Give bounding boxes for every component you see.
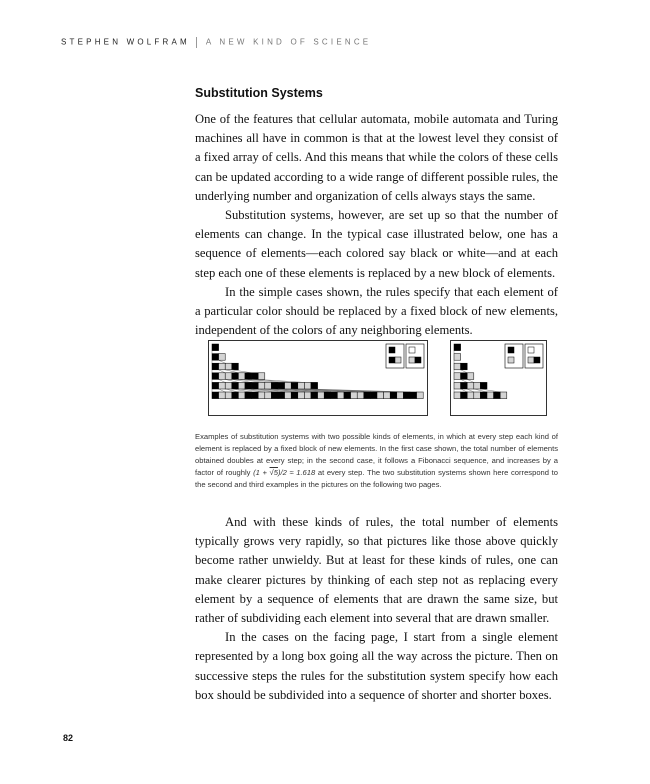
cell-white (351, 392, 358, 399)
caption-formula: (1 + √5)/2 ≈ 1.618 (253, 468, 316, 478)
cell-white (298, 392, 305, 399)
cell-white (454, 363, 461, 370)
cell-white (467, 373, 474, 380)
cell-white (474, 392, 481, 399)
cell-white (219, 363, 226, 370)
cell-white (225, 373, 232, 380)
cell-white (265, 382, 272, 389)
cell-white (219, 373, 226, 380)
cell-black (232, 363, 239, 370)
paragraph-3: In the simple cases shown, the rules specify that each element of a particular color should be replaced by a fixed block of new elements, independent of the colors of any neighboring elements. (195, 284, 558, 338)
cell-black (212, 373, 219, 380)
cell-black (461, 392, 468, 399)
cell-black (212, 382, 219, 389)
running-head-author: STEPHEN WOLFRAM (61, 37, 190, 47)
cell-white (298, 382, 305, 389)
paragraph-5: In the cases on the facing page, I start from a single element represented by a long box going all the way across the picture. Then on successive steps the rules for the substitution system specify how each box should be subdivided into a sequence of shorter and shorter boxes. (195, 630, 558, 702)
cell-black (245, 373, 252, 380)
paragraph-4: And with these kinds of rules, the total number of elements typically grows very rapidly, so that pictures like those above quickly become rather unwieldy. But at least for these kinds of rules, one can make clearer pictures by thinking of each step not as replacing every element by a sequence of elements that are drawn the same size, but rather of subdividing each element into several that are drawn smaller. (195, 515, 558, 626)
cell-white (304, 382, 311, 389)
cell-white (454, 392, 461, 399)
cell-white (474, 382, 481, 389)
cell-black (252, 373, 259, 380)
figure-caption (195, 431, 558, 491)
cell-black (245, 392, 252, 399)
cell-white (337, 392, 344, 399)
figure-doubling-substitution (208, 340, 428, 416)
cell-white (258, 382, 265, 389)
cell-white (219, 392, 226, 399)
cell-white (304, 392, 311, 399)
cell-white (258, 373, 265, 380)
cell-black (232, 392, 239, 399)
rule-output-cell (528, 357, 534, 363)
cell-white (467, 382, 474, 389)
rule-output-cell (415, 357, 421, 363)
cell-black (403, 392, 410, 399)
rule-source-cell (409, 347, 415, 353)
cell-black (331, 392, 338, 399)
running-head (61, 37, 371, 48)
cell-black (410, 392, 417, 399)
cell-white (397, 392, 404, 399)
cell-black (494, 392, 501, 399)
rule-source-cell (528, 347, 534, 353)
body-text-before-figure (195, 110, 558, 340)
cell-black (480, 382, 487, 389)
cell-black (324, 392, 331, 399)
cell-black (344, 392, 351, 399)
cell-black (252, 392, 259, 399)
page-number: 82 (63, 733, 74, 743)
cell-black (390, 392, 397, 399)
cell-black (364, 392, 371, 399)
cell-white (219, 354, 226, 361)
cell-black (278, 382, 285, 389)
cell-white (487, 392, 494, 399)
cell-black (271, 392, 278, 399)
cell-white (265, 392, 272, 399)
cell-black (461, 373, 468, 380)
cell-white (454, 354, 461, 361)
cell-white (285, 392, 292, 399)
cell-black (461, 363, 468, 370)
cell-black (461, 382, 468, 389)
cell-white (467, 392, 474, 399)
cell-white (225, 363, 232, 370)
cell-white (318, 392, 325, 399)
cell-white (377, 392, 384, 399)
cell-white (384, 392, 391, 399)
cell-white (454, 373, 461, 380)
cell-black (212, 344, 219, 351)
cell-white (417, 392, 424, 399)
cell-black (212, 354, 219, 361)
running-head-book-title: A NEW KIND OF SCIENCE (205, 37, 372, 47)
cell-white (238, 392, 245, 399)
cell-white (500, 392, 507, 399)
caption-part-2: at every step. The two substitution systems shown here correspond to the second and third examples in the pictures on the following two pages. (195, 468, 558, 490)
cell-white (225, 392, 232, 399)
rule-source-cell (508, 347, 514, 353)
rule-output-cell (389, 357, 395, 363)
cell-black (271, 382, 278, 389)
cell-white (258, 392, 265, 399)
rule-output-cell (395, 357, 401, 363)
cell-white (238, 382, 245, 389)
cell-black (252, 382, 259, 389)
cell-black (370, 392, 377, 399)
body-text-after-figure (195, 513, 558, 705)
section-title: Substitution Systems (195, 86, 323, 100)
paragraph-2: Substitution systems, however, are set up so that the number of elements can change. In the typical case illustrated below, one has a sequence of elements—each colored say black or white—and at each step each one of these elements is replaced by a new block of elements. (195, 208, 558, 280)
rule-output-cell (508, 357, 514, 363)
cell-black (311, 392, 318, 399)
cell-white (238, 373, 245, 380)
cell-white (285, 382, 292, 389)
cell-black (291, 392, 298, 399)
paragraph-1: One of the features that cellular automata, mobile automata and Turing machines all have in common is that at the lowest level they consist of a fixed array of cells. And this means that while the colors of these cells can be updated according to a wide range of different possible rules, the underlying number and organization of cells always stays the same. (195, 112, 558, 203)
cell-black (311, 382, 318, 389)
figure-fibonacci-substitution (450, 340, 547, 416)
cell-black (212, 392, 219, 399)
running-head-divider (196, 37, 197, 48)
rule-output-cell (534, 357, 540, 363)
caption-part-1: Examples of substitution systems with two possible kinds of elements, in which at every step each kind of element is replaced by a fixed block of new elements. In the first case shown, the total number of elements obtained doubles at every step; in the second case, it follows a Fibonacci sequence, and increases by a factor of roughly (195, 432, 558, 478)
cell-white (454, 382, 461, 389)
cell-white (219, 382, 226, 389)
rule-output-cell (409, 357, 415, 363)
cell-white (357, 392, 364, 399)
cell-black (454, 344, 461, 351)
rule-source-cell (389, 347, 395, 353)
cell-black (278, 392, 285, 399)
cell-black (245, 382, 252, 389)
cell-black (232, 382, 239, 389)
cell-black (291, 382, 298, 389)
cell-white (225, 382, 232, 389)
cell-black (212, 363, 219, 370)
cell-black (480, 392, 487, 399)
cell-black (232, 373, 239, 380)
